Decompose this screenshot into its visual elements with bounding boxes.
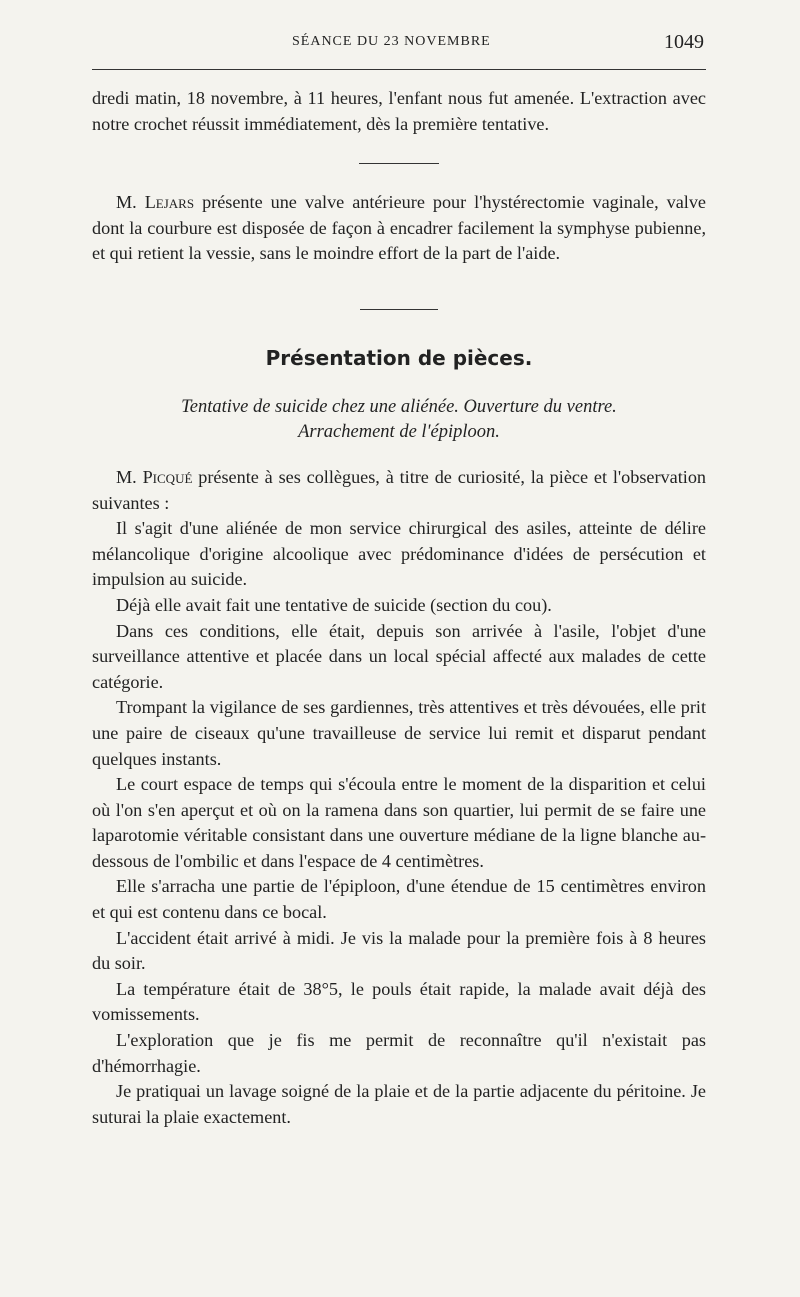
picque-paragraph: [92, 465, 706, 516]
body-paragraph: Je pratiquai un lavage soigné de la plaie et de la partie adjacente du péritoine. Je suturai la plaie exactement.: [92, 1081, 706, 1127]
lejars-paragraph: [92, 190, 706, 267]
body-paragraph: L'exploration que je fis me permit de reconnaître qu'il n'existait pas d'hémorrhagie.: [92, 1030, 706, 1076]
body-paragraph: Il s'agit d'une aliénée de mon service chirurgical des asiles, atteinte de délire mélancolique d'origine alcoolique avec prédominance d'idées de persécution et impulsion au suicide.: [92, 518, 706, 590]
intro-paragraph: dredi matin, 18 novembre, à 11 heures, l'enfant nous fut amenée. L'extraction avec notre crochet réussit immédiatement, dès la première tentative.: [92, 88, 706, 134]
header-rule: [92, 69, 706, 70]
picque-text: présente à ses collègues, à titre de curiosité, la pièce et l'observation suivantes :: [92, 466, 707, 513]
body-paragraph: La température était de 38°5, le pouls était rapide, la malade avait déjà des vomissements.: [92, 978, 706, 1025]
picque-name: Picqué: [142, 466, 193, 487]
body-paragraph: Dans ces conditions, elle était, depuis son arrivée à l'asile, l'objet d'une surveillance attentive et placée dans un local spécial affecté aux malades de cette catégorie.: [92, 620, 706, 692]
observation-body: [92, 516, 706, 1130]
subtitle-line-2: Arrachement de l'épiploon.: [298, 421, 500, 442]
separator-rule: [359, 163, 439, 164]
lejars-prefix: M.: [116, 192, 145, 213]
body-paragraph: Déjà elle avait fait une tentative de suicide (section du cou).: [116, 594, 552, 615]
header-title: SÉANCE DU 23 NOVEMBRE: [292, 34, 491, 49]
body-paragraph: L'accident était arrivé à midi. Je vis la malade pour la première fois à 8 heures du soir.: [92, 927, 706, 974]
lejars-text: présente une valve antérieure pour l'hystérectomie vaginale, valve dont la courbure est disposée de façon à encadrer facilement la symphyse pubienne, et qui retient la vessie, sans le moindre effort de la part de l'aide.: [92, 192, 706, 264]
lejars-name: Lejars: [144, 192, 195, 213]
body-paragraph: Elle s'arracha une partie de l'épiploon, d'une étendue de 15 centimètres environ et qui est contenu dans ce bocal.: [92, 876, 706, 923]
body-paragraph: Trompant la vigilance de ses gardiennes, très attentives et très dévouées, elle prit une paire de ciseaux qu'une travailleuse de service lui remit et disparut pendant quelques instants.: [92, 697, 706, 769]
subtitle-line-1: Tentative de suicide chez une aliénée. Ouverture du ventre.: [181, 396, 617, 417]
separator-rule: [360, 309, 438, 310]
section-heading: Présentation de pièces.: [265, 345, 533, 370]
page-number: 1049: [664, 31, 704, 53]
running-header: [92, 30, 706, 66]
section-subtitle: [92, 395, 706, 445]
document-page: [92, 30, 706, 1130]
picque-prefix: M.: [116, 466, 143, 487]
body-paragraph: Le court espace de temps qui s'écoula entre le moment de la disparition et celui où l'on s'en aperçut et où on la ramena dans son quartier, lui permit de se faire une laparotomie véritable consistant dans une ouverture médiane de la ligne blanche au-dessous de l'ombilic et dans l'espace de 4 centimètres.: [92, 774, 706, 871]
